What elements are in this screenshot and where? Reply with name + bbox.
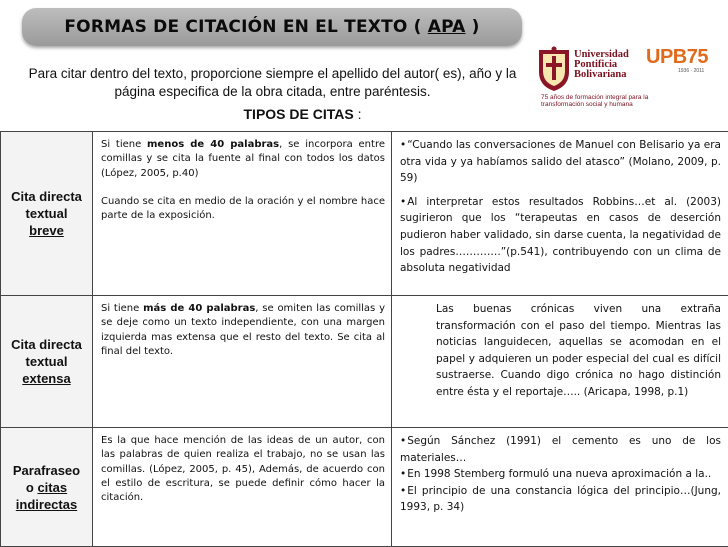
title-banner bbox=[22, 8, 522, 46]
example-text: “Cuando las conversaciones de Manuel con Belisario ya era otra vida y ya habíamos salido del atasco” (Molano, 2009, p. 59) bbox=[400, 139, 721, 184]
type-label-part: o bbox=[26, 480, 38, 495]
bullet-icon: • bbox=[400, 468, 406, 480]
table-row bbox=[1, 428, 728, 547]
bullet-icon: • bbox=[400, 435, 406, 447]
type-label: Parafraseo bbox=[1, 462, 92, 479]
desc-text: , se omiten las comillas y se deje como un texto independiente, con una margen izquierda mas extensa que el resto del texto. Se cita al final del texto. bbox=[101, 303, 385, 357]
description-cell bbox=[93, 296, 392, 428]
title-apa: APA bbox=[428, 17, 466, 37]
intro-text: Para citar dentro del texto, proporcione siempre el apellido del autor( es), año y la página especifica de la obra citada, entre paréntesis. bbox=[20, 65, 525, 101]
tipos-label: TIPOS DE CITAS bbox=[244, 106, 354, 122]
example-item bbox=[400, 194, 721, 277]
type-label: textual bbox=[1, 353, 92, 370]
list-item bbox=[400, 466, 721, 483]
type-cell-extensa bbox=[1, 296, 93, 428]
tipos-colon: : bbox=[354, 106, 362, 122]
desc-text: Si tiene bbox=[101, 303, 143, 314]
description-cell bbox=[93, 428, 392, 547]
type-label: textual bbox=[1, 205, 92, 222]
university-line3: Bolivariana bbox=[574, 70, 629, 80]
desc-text: , se incorpora entre comillas y se cita la fuente al final con todos los datos (López, 2005, p.40) bbox=[101, 139, 385, 179]
desc-bold: más de 40 palabras bbox=[143, 303, 255, 314]
type-label bbox=[1, 479, 92, 496]
table-row bbox=[1, 296, 728, 428]
description-text: Es la que hace mención de las ideas de un autor, con las palabras de quien realiza el trabajo, no se usan las comillas. (López, 2005, p. 45), Además, de acuerdo con el estilo de escritura, se puede definir cómo hacer la citación. bbox=[101, 434, 385, 505]
section-heading bbox=[200, 106, 405, 122]
upb75-years: 1936 · 2011 bbox=[678, 68, 704, 74]
type-label: extensa bbox=[1, 370, 92, 387]
type-label: Cita directa bbox=[1, 336, 92, 353]
university-line1: Universidad bbox=[574, 50, 629, 60]
type-label: breve bbox=[1, 222, 92, 239]
example-text: Según Sánchez (1991) el cemento es uno de los materiales… bbox=[400, 435, 721, 464]
example-block-quote: Las buenas crónicas viven una extraña transformación con el paso del tiempo. Mientras las noticias languidecen, aquellas se acomodan en el papel y adquieren un poder especial del cual es difícil sustraerse. Cuando digo crónica no hago distinción entre ésta y el reportaje….. (Aricapa, 1998, p.1) bbox=[400, 301, 721, 401]
title-end: ) bbox=[466, 17, 480, 37]
title-text: FORMAS DE CITACIÓN EN EL TEXTO ( bbox=[64, 17, 427, 37]
example-text: Al interpretar estos resultados Robbins…et al. (2003) sugirieron que los “terapeutas en casos de deserción pudieron haber validado, sin darse cuenta, la negatividad de los padres………….”(p.541), contribuyendo con un clima de absoluta negatividad bbox=[400, 196, 721, 274]
university-tagline: 75 años de formación integral para la transformación social y humana bbox=[541, 94, 681, 108]
type-label-part: citas bbox=[37, 480, 67, 495]
crest-icon bbox=[537, 46, 571, 92]
university-line2: Pontificia bbox=[574, 60, 629, 70]
university-name bbox=[574, 50, 629, 80]
type-cell-breve bbox=[1, 132, 93, 296]
description-text bbox=[101, 302, 385, 359]
type-label: Cita directa bbox=[1, 188, 92, 205]
list-item bbox=[400, 433, 721, 466]
list-item bbox=[400, 483, 721, 516]
bullet-icon: • bbox=[400, 139, 406, 151]
university-logo bbox=[533, 46, 638, 114]
example-cell bbox=[392, 296, 728, 428]
upb75-logo-text: UPB75 bbox=[646, 46, 726, 69]
description-text bbox=[101, 138, 385, 181]
example-text: El principio de una constancia lógica del principio…(Jung, 1993, p. 34) bbox=[400, 485, 721, 514]
example-cell bbox=[392, 428, 728, 547]
type-label: indirectas bbox=[1, 496, 92, 513]
type-cell-parafraseo bbox=[1, 428, 93, 547]
bullet-icon: • bbox=[400, 196, 406, 208]
example-cell bbox=[392, 132, 728, 296]
description-cell bbox=[93, 132, 392, 296]
description-text: Cuando se cita en medio de la oración y el nombre hace parte de la exposición. bbox=[101, 195, 385, 224]
table-row bbox=[1, 132, 728, 296]
desc-bold: menos de 40 palabras bbox=[147, 139, 279, 150]
page-title bbox=[22, 17, 522, 37]
desc-text: Si tiene bbox=[101, 139, 147, 150]
citation-table bbox=[0, 131, 728, 547]
example-text: En 1998 Stemberg formuló una nueva aproximación a la.. bbox=[407, 468, 711, 480]
example-item bbox=[400, 137, 721, 187]
bullet-icon: • bbox=[400, 485, 406, 497]
